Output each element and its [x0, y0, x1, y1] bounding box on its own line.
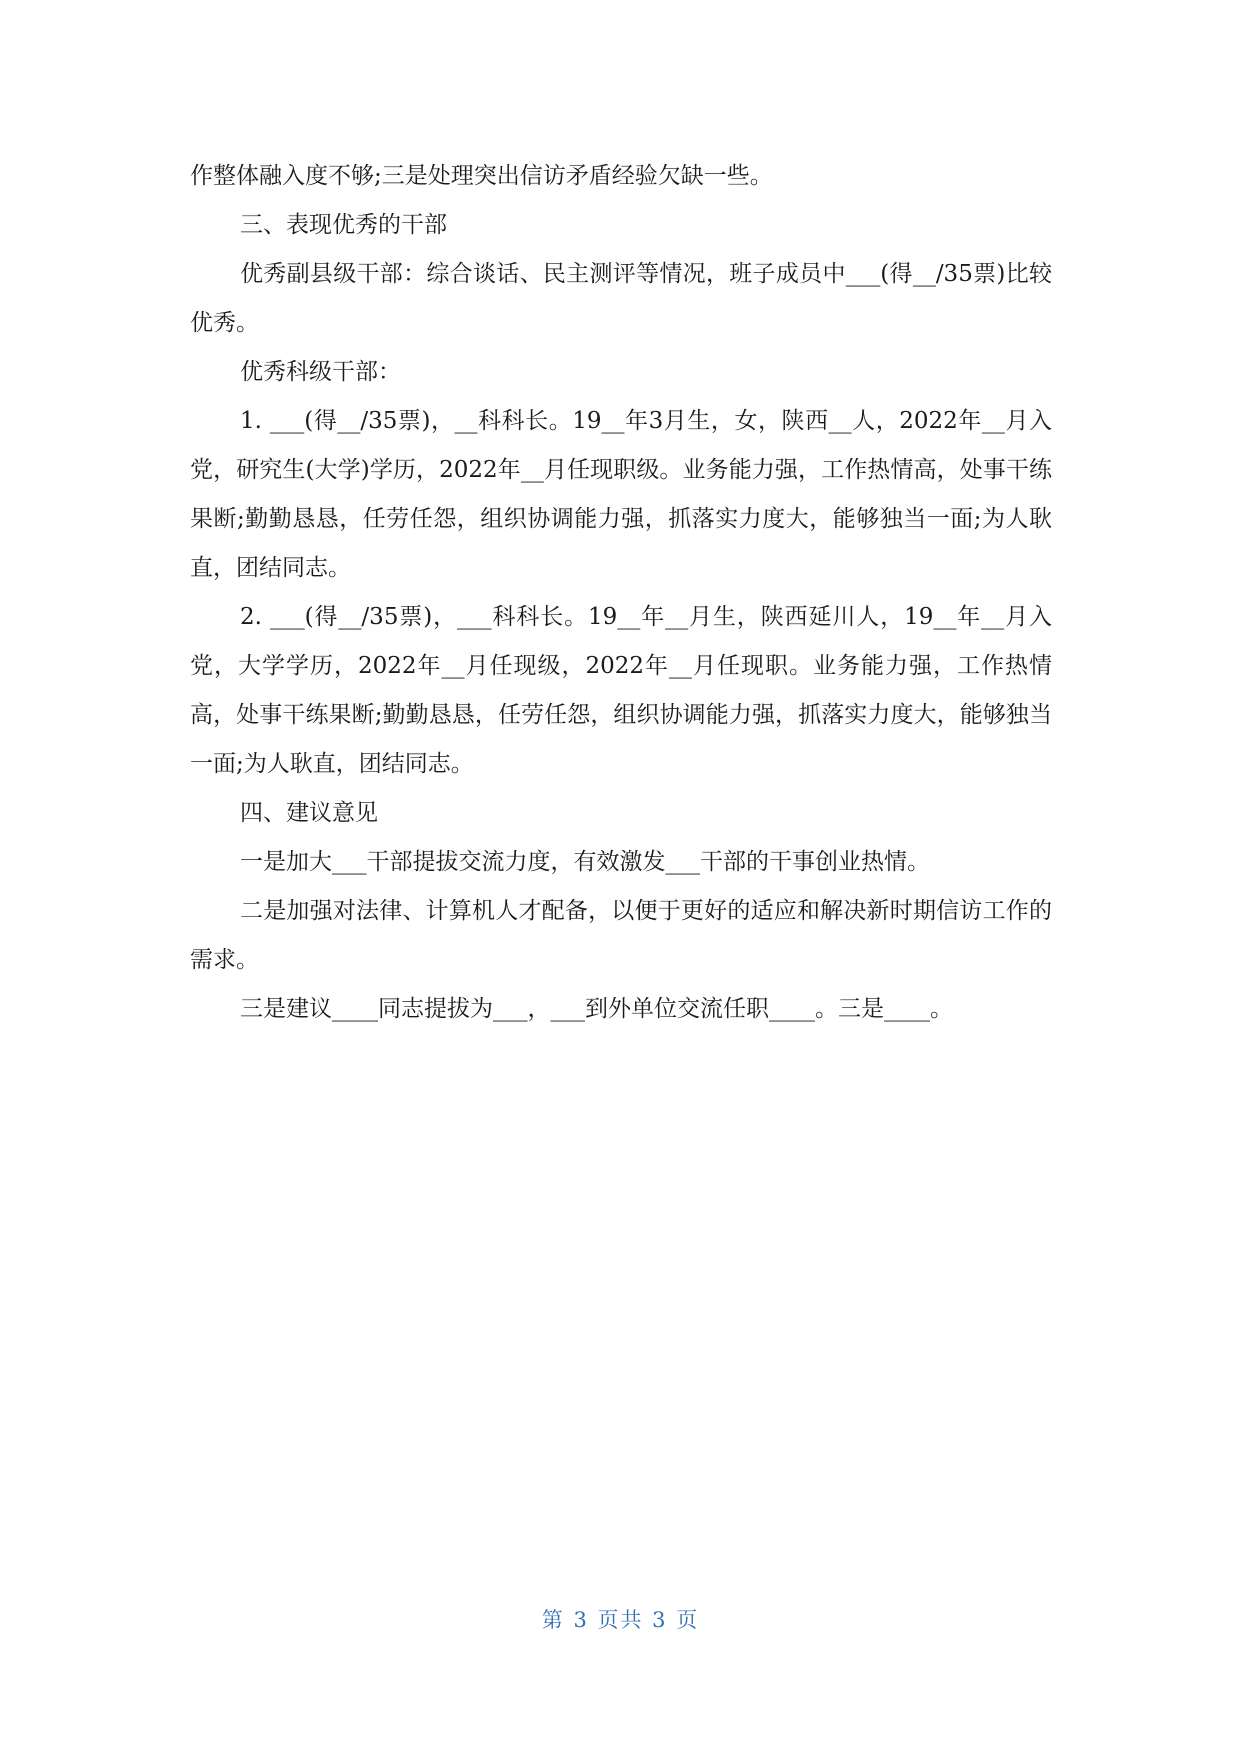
paragraph-suggestion-1: 一是加大___干部提拔交流力度，有效激发___干部的干事创业热情。 [240, 849, 930, 875]
paragraph-suggestion-2: 二是加强对法律、计算机人才配备，以便于更好的适应和解决新时期信访工作的需求。 [190, 898, 1052, 973]
section-heading-3: 三、表现优秀的干部 [240, 212, 447, 238]
paragraph-cadre-2: 2. ___(得__/35票)，___科科长。19__年__月生，陕西延川人，19__年__月入党，大学学历，2022年__月任现级，2022年__月任现职。业务能力强，工作热情高，处事干练果断;勤勤恳恳，任劳任怨，组织协调能力强，抓落实力度大，能够独当一面;为人耿直，团结同志。 [190, 604, 1052, 777]
paragraph-excellent-section-cadre: 优秀科级干部： [240, 359, 401, 385]
paragraph-excellent-county-cadre: 优秀副县级干部：综合谈话、民主测评等情况，班子成员中___(得__/35票)比较优秀。 [190, 261, 1052, 336]
paragraph-suggestion-3: 三是建议____同志提拔为___，___到外单位交流任职____。三是____。 [240, 996, 953, 1022]
page-number-text: 第 3 页共 3 页 [541, 1608, 700, 1632]
section-heading-4: 四、建议意见 [240, 800, 378, 826]
page-footer [0, 1604, 1241, 1634]
paragraph-1: 作整体融入度不够;三是处理突出信访矛盾经验欠缺一些。 [190, 163, 773, 189]
document-body [190, 152, 1052, 1034]
paragraph-cadre-1: 1. ___(得__/35票)，__科科长。19__年3月生，女，陕西__人，2022年__月入党，研究生(大学)学历，2022年__月任现职级。业务能力强，工作热情高，处事干练果断;勤勤恳恳，任劳任怨，组织协调能力强，抓落实力度大，能够独当一面;为人耿直，团结同志。 [190, 408, 1052, 581]
